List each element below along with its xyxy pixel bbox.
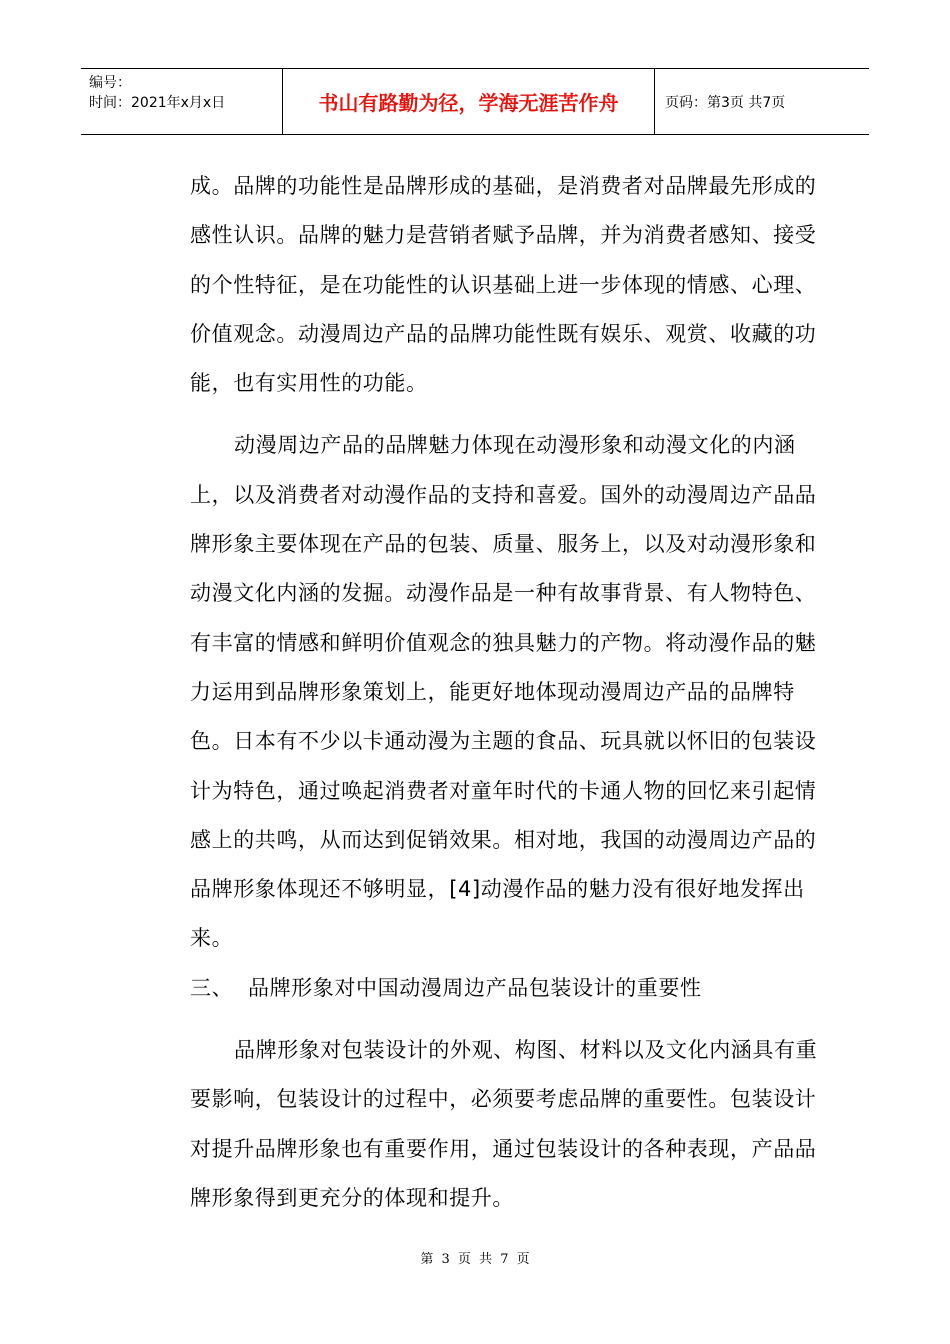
paragraph-brand-importance: 品牌形象对包装设计的外观、构图、材料以及文化内涵具有重要影响，包装设计的过程中，必须要考虑品牌的重要性。包装设计对提升品牌形象也有重要作用，通过包装设计的各种表现，产品品牌形象得到更充分的体现和提升。: [190, 1038, 818, 1210]
serial-number-label: 编号：: [89, 75, 131, 91]
section-title: 品牌形象对中国动漫周边产品包装设计的重要性: [248, 975, 702, 1000]
date-label: 时间：2021年x月x日: [89, 95, 226, 111]
document-header: [81, 68, 869, 135]
header-meta-cell: [81, 69, 283, 134]
section-heading: [190, 964, 830, 1013]
paragraph-continued: 成。品牌的功能性是品牌形成的基础，是消费者对品牌最先形成的感性认识。品牌的魅力是营销者赋予品牌，并为消费者感知、接受的个性特征，是在功能性的认识基础上进一步体现的情感、心理、价值观念。动漫周边产品的品牌功能性既有娱乐、观赏、收藏的功能，也有实用性的功能。: [190, 174, 817, 396]
paragraph-brand-charm: 动漫周边产品的品牌魅力体现在动漫形象和动漫文化的内涵上，以及消费者对动漫作品的支持和喜爱。国外的动漫周边产品品牌形象主要体现在产品的包装、质量、服务上，以及对动漫形象和动漫文化内涵的发掘。动漫作品是一种有故事背景、有人物特色、有丰富的情感和鲜明价值观念的独具魅力的产物。将动漫作品的魅力运用到品牌形象策划上，能更好地体现动漫周边产品的品牌特色。日本有不少以卡通动漫为主题的食品、玩具就以怀旧的包装设计为特色，通过唤起消费者对童年时代的卡通人物的回忆来引起情感上的共鸣，从而达到促销效果。相对地，我国的动漫周边产品的品牌形象体现还不够明显，[4]动漫作品的魅力没有很好地发挥出来。: [190, 433, 817, 951]
document-body: [190, 162, 830, 1223]
header-motto: 书山有路勤为径，学海无涯苦作舟: [283, 69, 655, 134]
page-footer: 第 3 页 共 7 页: [420, 1252, 530, 1267]
section-number: 三、: [190, 975, 234, 1000]
header-page-info: 页码：第3页 共7页: [665, 94, 786, 111]
